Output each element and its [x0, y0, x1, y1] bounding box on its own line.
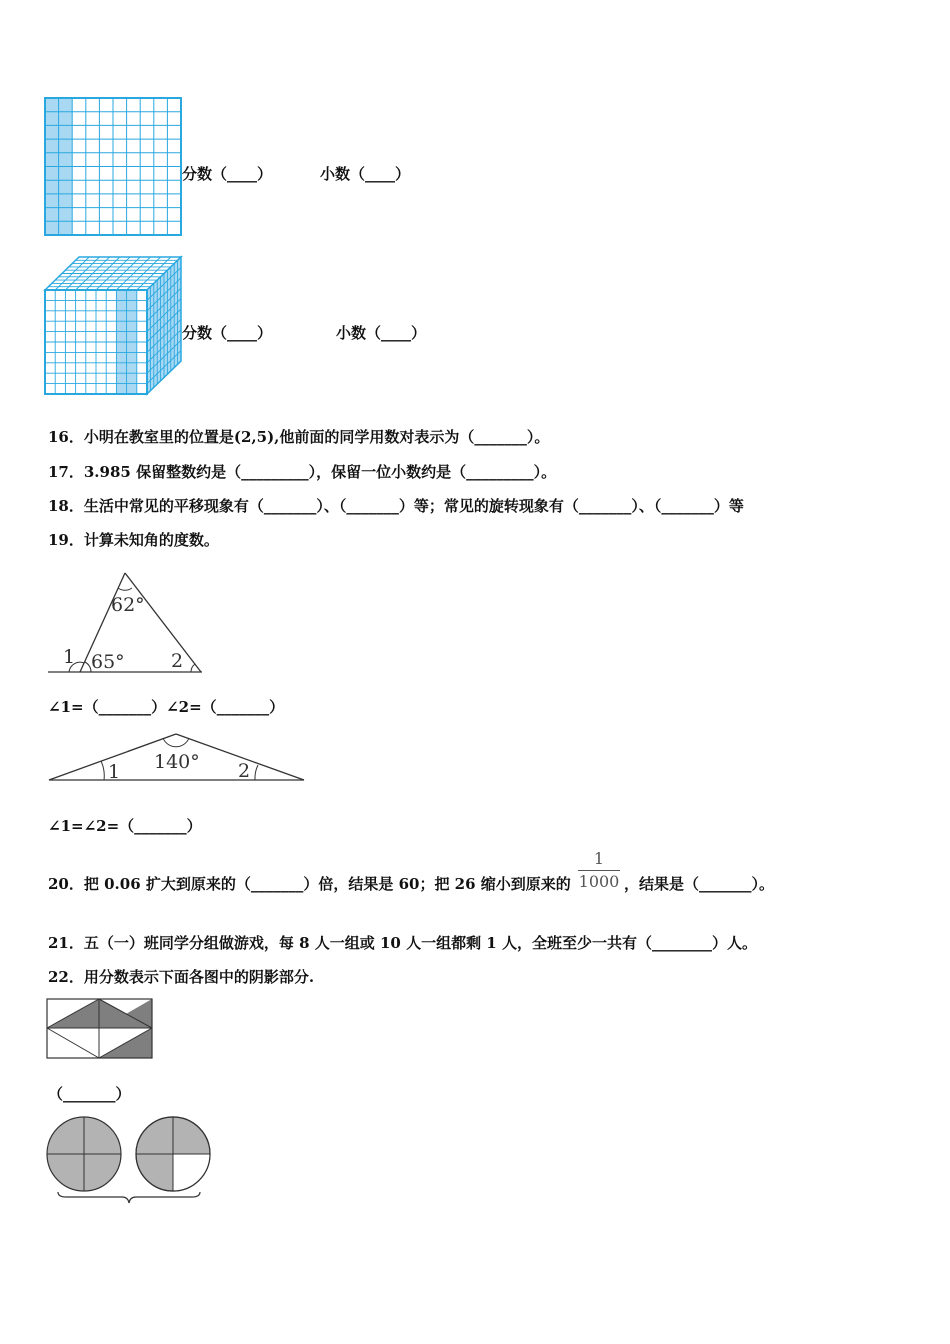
- tri1-angle-62: 62°: [111, 594, 145, 616]
- tri2-angle-140: 140°: [154, 751, 200, 773]
- triangle-1-answer: ∠1=（_______）∠2=（_______）: [48, 698, 285, 716]
- fraction-numerator: 1: [593, 849, 605, 868]
- thousand-cube-figure: [44, 256, 184, 396]
- question-22: 22．用分数表示下面各图中的阴影部分.: [48, 968, 315, 986]
- question-20-part-b: ，结果是（_______）。: [624, 875, 775, 893]
- question-18: 18．生活中常见的平移现象有（_______）、（_______）等；常见的旋转现象有（_______）、（_______）等: [48, 497, 744, 515]
- grid-decimal-blank: 小数（____）: [320, 165, 411, 183]
- question-17: 17．3.985 保留整数约是（_________），保留一位小数约是（_________）。: [48, 463, 557, 481]
- tri1-label-1: 1: [63, 646, 76, 668]
- question-20-part-a: 20．把 0.06 扩大到原来的（_______）倍，结果是 60；把 26 缩小到原来的: [48, 875, 571, 893]
- question-16: 16．小明在教室里的位置是(2,5),他前面的同学用数对表示为（_______）。: [48, 428, 550, 446]
- tri1-angle-65: 65°: [91, 651, 125, 673]
- tri1-label-2: 2: [171, 650, 184, 672]
- question-19: 19．计算未知角的度数。: [48, 531, 219, 549]
- fraction-one-thousandth: [578, 850, 620, 891]
- fraction-denominator: 1000: [578, 872, 620, 891]
- question-21: 21．五（一）班同学分组做游戏，每 8 人一组或 10 人一组都剩 1 人，全班至少一共有（________）人。: [48, 934, 757, 952]
- rectangle-answer-blank: （_______）: [48, 1085, 131, 1103]
- cube-decimal-blank: 小数（____）: [336, 324, 427, 342]
- tri2-label-1: 1: [108, 761, 121, 783]
- shaded-circles-figure: [44, 1116, 214, 1208]
- triangle-1-figure: [44, 568, 214, 678]
- cube-fraction-blank: 分数（____）: [182, 324, 273, 342]
- triangle-2-figure: [44, 730, 314, 790]
- shaded-rectangle-figure: [46, 998, 156, 1060]
- triangle-2-answer: ∠1=∠2=（_______）: [48, 817, 202, 835]
- hundred-grid-figure: [44, 97, 184, 237]
- tri2-label-2: 2: [238, 760, 251, 782]
- grid-fraction-blank: 分数（____）: [182, 165, 273, 183]
